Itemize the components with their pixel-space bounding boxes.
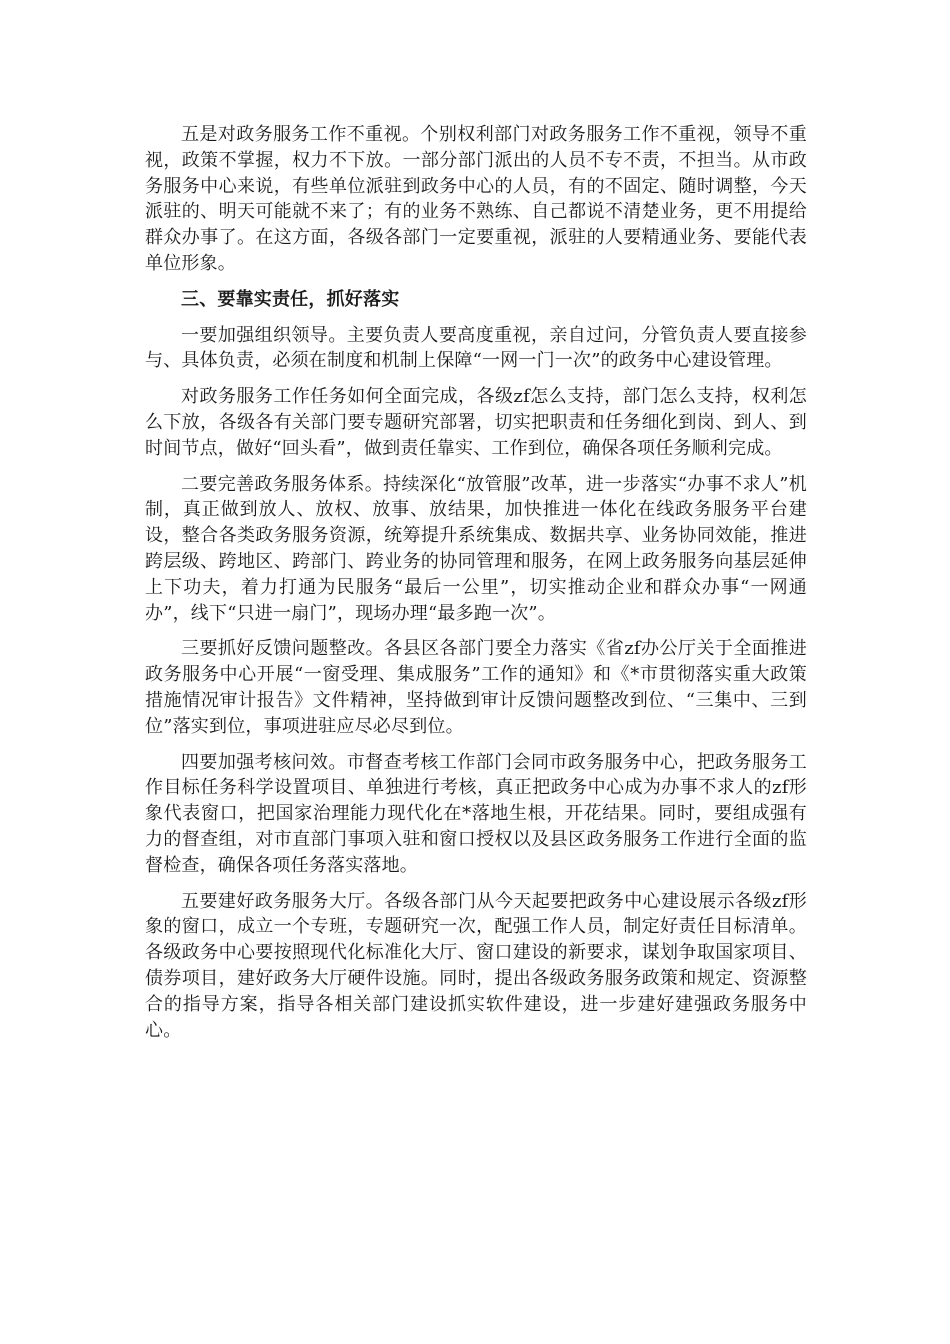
paragraph-leadership: 一要加强组织领导。主要负责人要高度重视，亲自过问，分管负责人要直接参与、具体负责，必须在制度和机制上保障“一网一门一次”的政务中心建设管理。 — [145, 324, 807, 372]
paragraph-service-hall: 五要建好政务服务大厅。各级各部门从今天起要把政务中心建设展示各级zf形象的窗口，成立一个专班，专题研究一次，配强工作人员，制定好责任目标清单。各级政务中心要按照现代化标准化大厅、窗口建设的新要求，谋划争取国家项目、债券项目，建好政务大厅硬件设施。同时，提出各级政务服务政策和规定、资源整合的指导方案，指导各相关部门建设抓实软件建设，进一步建好建强政务服务中心。 — [145, 890, 807, 1041]
section-heading: 三、要靠实责任，抓好落实 — [181, 288, 400, 310]
paragraph-task-completion: 对政务服务工作任务如何全面完成，各级zf怎么支持，部门怎么支持，权利怎么下放，各级各有关部门要专题研究部署，切实把职责和任务细化到岗、到人、到时间节点，做好“回头看”，做到责任靠实、工作到位，确保各项任务顺利完成。 — [145, 386, 807, 459]
paragraph-rectification: 三要抓好反馈问题整改。各县区各部门要全力落实《省zf办公厅关于全面推进政务服务中心开展“一窗受理、集成服务”工作的通知》和《*市贯彻落实重大政策措施情况审计报告》文件精神，坚持做到审计反馈问题整改到位、“三集中、三到位”落实到位，事项进驻应尽必尽到位。 — [145, 638, 807, 737]
paragraph-assessment: 四要加强考核问效。市督查考核工作部门会同市政务服务中心，把政务服务工作目标任务科学设置项目、单独进行考核，真正把政务中心成为办事不求人的zf形象代表窗口，把国家治理能力现代化在*落地生根，开花结果。同时，要组成强有力的督查组，对市直部门事项入驻和窗口授权以及县区政务服务工作进行全面的监督检查，确保各项任务落实落地。 — [145, 751, 807, 876]
paragraph-issue-five: 五是对政务服务工作不重视。个别权利部门对政务服务工作不重视，领导不重视，政策不掌握，权力不下放。一部分部门派出的人员不专不责，不担当。从市政务服务中心来说，有些单位派驻到政务中心的人员，有的不固定、随时调整，今天派驻的、明天可能就不来了；有的业务不熟练、自己都说不清楚业务，更不用提给群众办事了。在这方面，各级各部门一定要重视，派驻的人要精通业务、要能代表单位形象。 — [145, 124, 807, 274]
paragraph-service-system: 二要完善政务服务体系。持续深化“放管服”改革，进一步落实“办事不求人”机制，真正做到放人、放权、放事、放结果，加快推进一体化在线政务服务平台建设，整合各类政务服务资源，统筹提升系统集成、数据共享、业务协同效能，推进跨层级、跨地区、跨部门、跨业务的协同管理和服务，在网上政务服务向基层延伸上下功夫，着力打通为民服务“最后一公里”，切实推动企业和群众办事“一网通办”，线下“只进一扇门”，现场办理“最多跑一次”。 — [145, 473, 807, 624]
document-body — [145, 122, 807, 1053]
